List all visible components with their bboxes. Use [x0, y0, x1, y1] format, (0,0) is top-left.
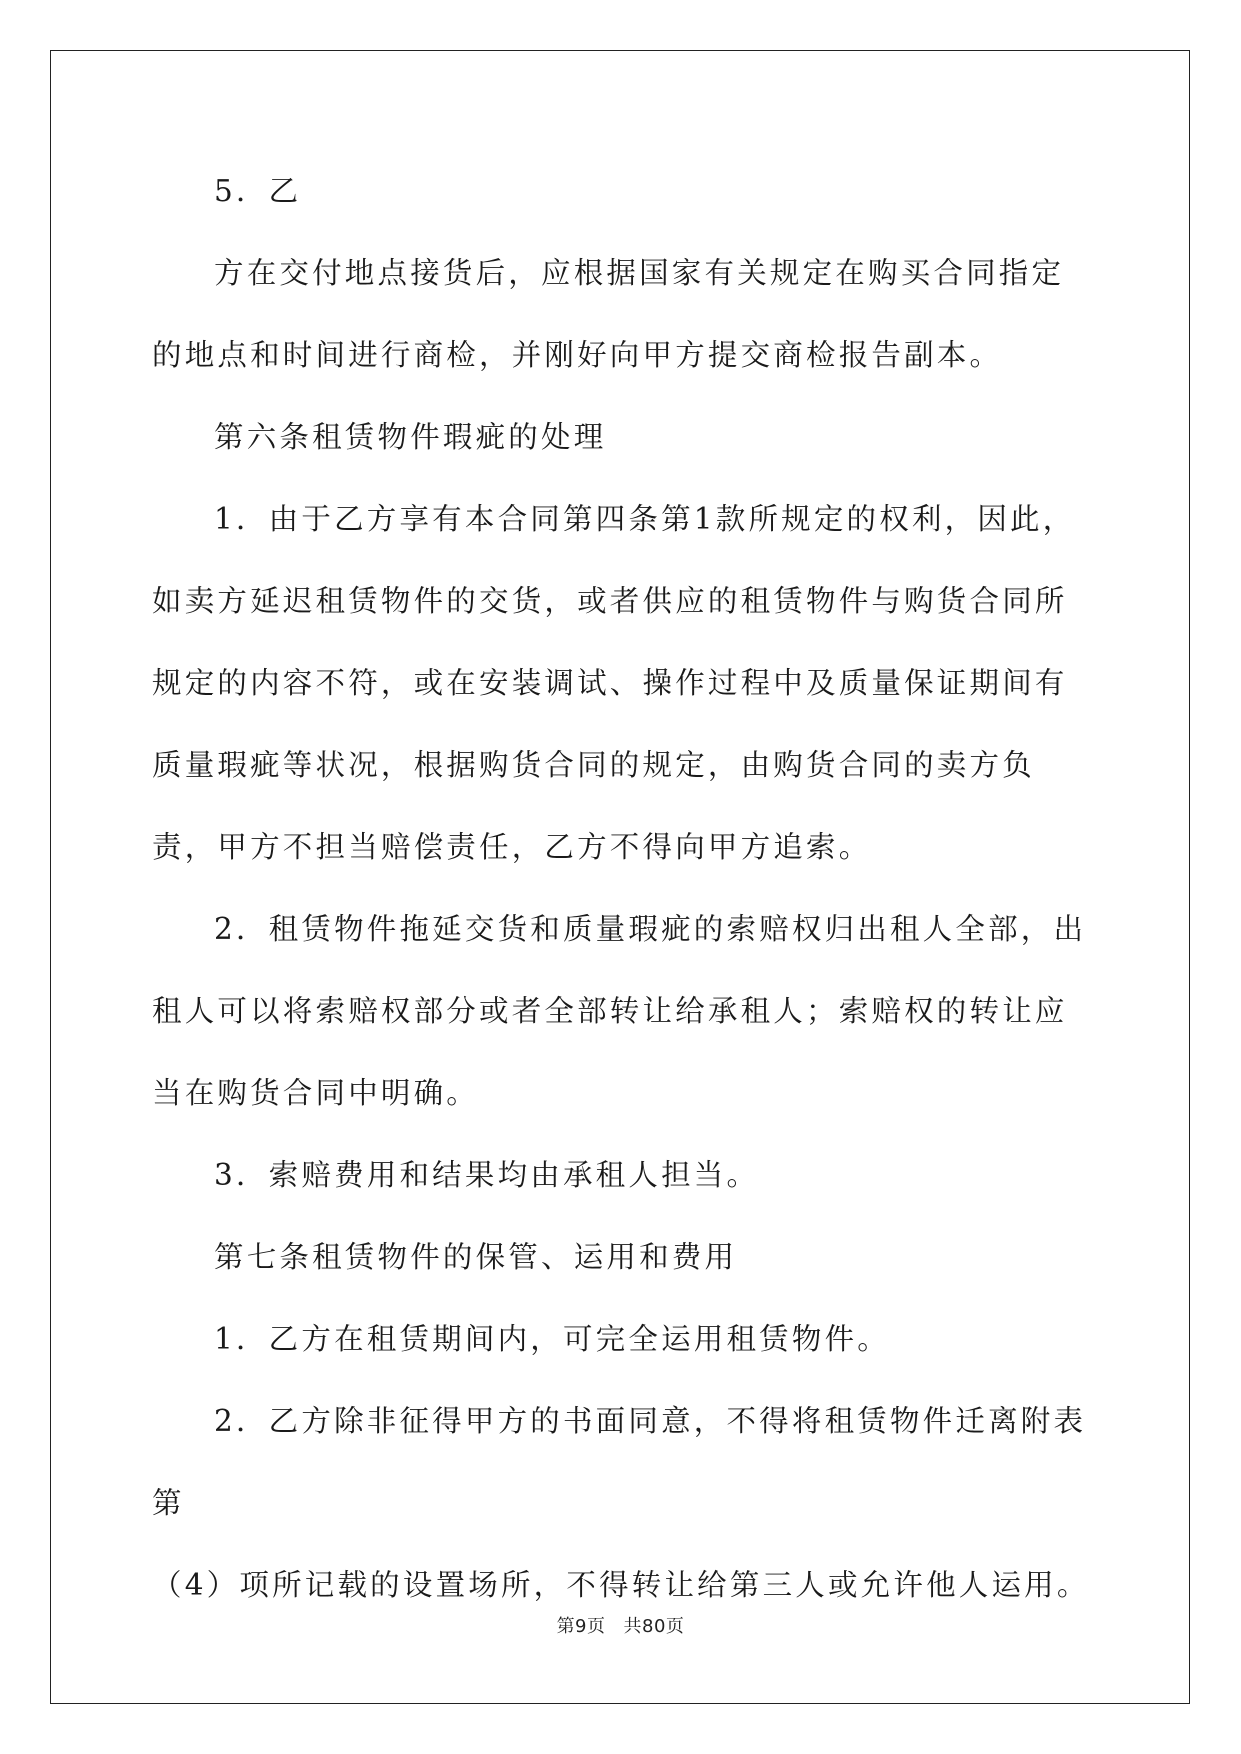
- article-six-heading: 第六条租赁物件瑕疵的处理: [214, 420, 607, 454]
- article-six-clause-3: 3．索赔费用和结果均由承租人担当。: [214, 1158, 760, 1192]
- page-footer: [0, 1612, 1241, 1638]
- article-six-clause-2: 2．租赁物件拖延交货和质量瑕疵的索赔权归出租人全部，出租人可以将索赔权部分或者全部转让给承租人；索赔权的转让应当在购货合同中明确。: [152, 912, 1087, 1110]
- article-six-clause-1: 1．由于乙方享有本合同第四条第1款所规定的权利，因此，如卖方延迟租赁物件的交货，或者供应的租赁物件与购货合同所规定的内容不符，或在安装调试、操作过程中及质量保证期间有质量瑕疵等状况，根据购货合同的规定，由购货合同的卖方负责，甲方不担当赔偿责任，乙方不得向甲方追索。: [152, 502, 1076, 864]
- total-pages-label: 共80页: [623, 1616, 685, 1637]
- article-seven-clause-1: 1．乙方在租赁期间内，可完全运用租赁物件。: [214, 1322, 890, 1356]
- paragraph-item-5-heading: 5．乙: [214, 174, 302, 208]
- document-body: [152, 150, 1092, 1626]
- article-seven-clause-2: 2．乙方除非征得甲方的书面同意，不得将租赁物件迁离附表第: [152, 1404, 1087, 1520]
- current-page-label: 第9页: [556, 1616, 606, 1637]
- article-seven-heading: 第七条租赁物件的保管、运用和费用: [214, 1240, 738, 1274]
- paragraph-inspection: 方在交付地点接货后，应根据国家有关规定在购买合同指定的地点和时间进行商检，并刚好向甲方提交商检报告副本。: [152, 256, 1065, 372]
- article-seven-clause-2-continued: （4）项所记载的设置场所，不得转让给第三人或允许他人运用。: [152, 1568, 1090, 1602]
